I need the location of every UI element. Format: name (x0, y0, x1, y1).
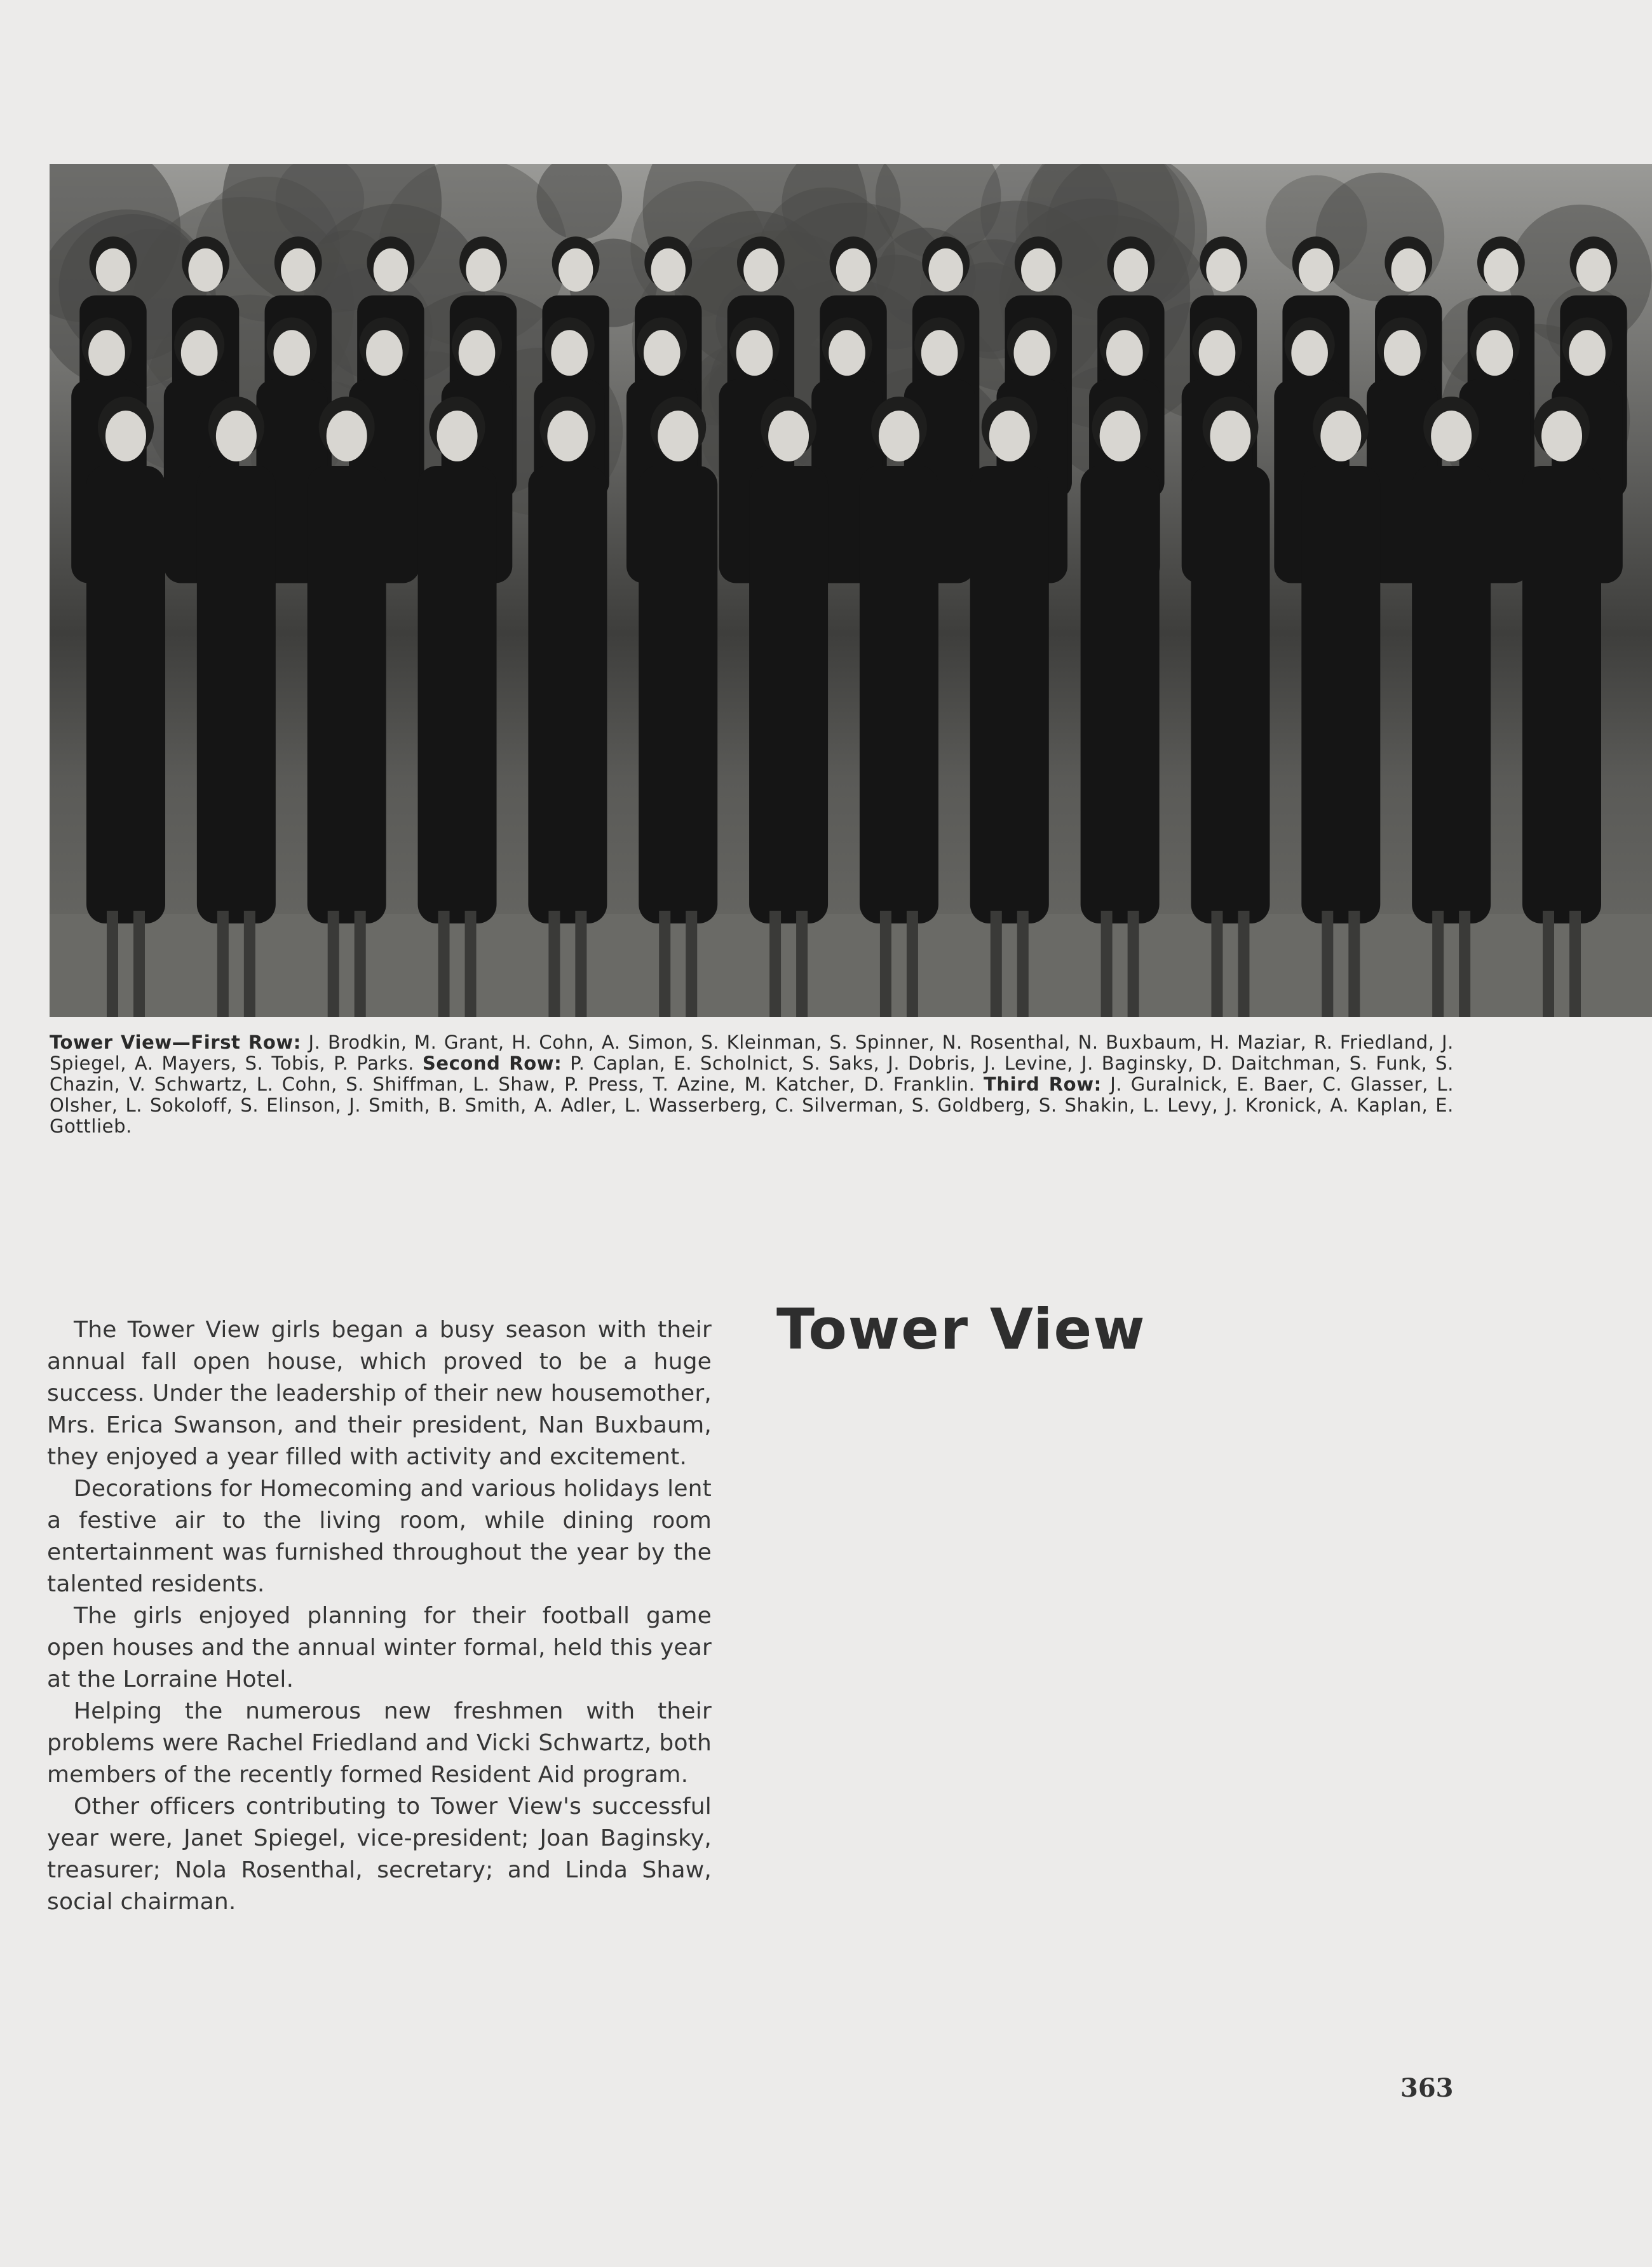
face (216, 411, 257, 461)
face (736, 330, 773, 376)
leg (355, 911, 366, 1017)
dress (86, 466, 165, 923)
leg (686, 911, 697, 1017)
face (366, 330, 403, 376)
face (1484, 248, 1518, 292)
face (768, 411, 809, 461)
face (88, 330, 125, 376)
face (879, 411, 919, 461)
face (1013, 330, 1050, 376)
face (644, 330, 680, 376)
leg (1432, 911, 1444, 1017)
face (281, 248, 315, 292)
leg (1322, 911, 1333, 1017)
face (181, 330, 218, 376)
leg (659, 911, 670, 1017)
article-paragraph: The Tower View girls began a busy season with their annual fall open house, which proved to be a huge success. Under the leadership of their new housemother, Mrs. Erica Swanson, and their president, Nan Buxbaum, they enjoyed a year filled with activity and excitement. (47, 1317, 712, 1470)
caption-row-1-names: J. Brodkin, M. Grant, H. Cohn, A. Simon, S. Kleinman, S. Spinner, N. Rosenthal, N. Buxbaum, H. Maziar, R. Friedland, J. Spiegel, A. Mayers, S. Tobis, P. Parks. (50, 1031, 1454, 1074)
face (829, 330, 865, 376)
leg (880, 911, 891, 1017)
leg (1128, 911, 1139, 1017)
page-number: 363 (1400, 2073, 1454, 2103)
face (459, 330, 496, 376)
dress (1522, 466, 1601, 923)
face (1021, 248, 1055, 292)
leg (769, 911, 781, 1017)
leg (1101, 911, 1113, 1017)
leg (1211, 911, 1222, 1017)
leg (1238, 911, 1249, 1017)
leg (1348, 911, 1360, 1017)
face (1210, 411, 1250, 461)
tree-foliage (1316, 173, 1445, 302)
face (1100, 411, 1141, 461)
article-paragraph: Helping the numerous new freshmen with their problems were Rachel Friedland and Vicki Schwartz, both members of the recently formed Resident Aid program. (47, 1698, 712, 1788)
face (1391, 248, 1426, 292)
dress (639, 466, 717, 923)
face (1206, 248, 1240, 292)
face (273, 330, 310, 376)
face (1569, 330, 1606, 376)
leg (1459, 911, 1470, 1017)
dress (749, 466, 828, 923)
face (1320, 411, 1361, 461)
article-paragraph: Decorations for Homecoming and various holidays lent a festive air to the living room, while dining room entertainment was furnished throughout the year by the talented residents. (47, 1476, 712, 1597)
face (743, 248, 778, 292)
face (547, 411, 588, 461)
dress (197, 466, 276, 923)
dress (1301, 466, 1380, 923)
article-body (47, 1314, 712, 1918)
caption-row-3-label: Third Row: (983, 1073, 1102, 1095)
face (1299, 248, 1333, 292)
face (466, 248, 500, 292)
dress (418, 466, 497, 923)
face (651, 248, 686, 292)
dress (1081, 466, 1160, 923)
face (551, 330, 588, 376)
face (437, 411, 478, 461)
face (989, 411, 1030, 461)
group-photo (50, 164, 1652, 1017)
page-heading: Tower View (776, 1297, 1146, 1362)
face (1199, 330, 1236, 376)
leg (1543, 911, 1554, 1017)
leg (796, 911, 808, 1017)
leg (438, 911, 450, 1017)
face (105, 411, 146, 461)
face (327, 411, 367, 461)
face (921, 330, 958, 376)
face (1431, 411, 1472, 461)
leg (991, 911, 1002, 1017)
face (1114, 248, 1148, 292)
photo-caption (50, 1032, 1454, 1137)
face (559, 248, 593, 292)
caption-row-3-names: J. Guralnick, E. Baer, C. Glasser, L. Olsher, L. Sokoloff, S. Elinson, J. Smith, B. Smith, A. Adler, L. Wasserberg, C. Silverman, S. Goldberg, S. Shakin, L. Levy, J. Kronick, A. Kaplan, E. Gottlieb. (50, 1073, 1454, 1137)
face (188, 248, 222, 292)
caption-row-2-label: Second Row: (422, 1052, 562, 1074)
leg (465, 911, 477, 1017)
face (1291, 330, 1328, 376)
leg (328, 911, 339, 1017)
face (928, 248, 963, 292)
article-paragraph: The girls enjoyed planning for their football game open houses and the annual winter formal, held this year at the Lorraine Hotel. (47, 1603, 712, 1692)
dress (1412, 466, 1491, 923)
face (836, 248, 870, 292)
face (374, 248, 408, 292)
face (1384, 330, 1421, 376)
dress (1191, 466, 1269, 923)
leg (244, 911, 255, 1017)
face (1541, 411, 1582, 461)
lawn (50, 914, 1652, 1017)
leg (907, 911, 918, 1017)
caption-row-1-label: First Row: (191, 1031, 301, 1053)
leg (575, 911, 586, 1017)
caption-title: Tower View— (50, 1031, 191, 1053)
leg (548, 911, 560, 1017)
leg (217, 911, 229, 1017)
dress (970, 466, 1049, 923)
dress (308, 466, 386, 923)
leg (133, 911, 145, 1017)
face (1576, 248, 1611, 292)
face (1106, 330, 1143, 376)
caption-row-2-names: P. Caplan, E. Scholnict, S. Saks, J. Dobris, J. Levine, J. Baginsky, D. Daitchman, S. Funk, S. Chazin, V. Schwartz, L. Cohn, S. Shiffman, L. Shaw, P. Press, T. Azine, M. Katcher, D. Franklin. (50, 1052, 1454, 1095)
article-paragraph: Other officers contributing to Tower View's successful year were, Janet Spiegel, vice-president; Joan Baginsky, treasurer; Nola Rosenthal, secretary; and Linda Shaw, social chairman. (47, 1794, 712, 1915)
leg (1569, 911, 1581, 1017)
dress (528, 466, 607, 923)
leg (107, 911, 118, 1017)
face (96, 248, 130, 292)
leg (1017, 911, 1029, 1017)
face (658, 411, 698, 461)
face (1477, 330, 1513, 376)
dress (860, 466, 938, 923)
